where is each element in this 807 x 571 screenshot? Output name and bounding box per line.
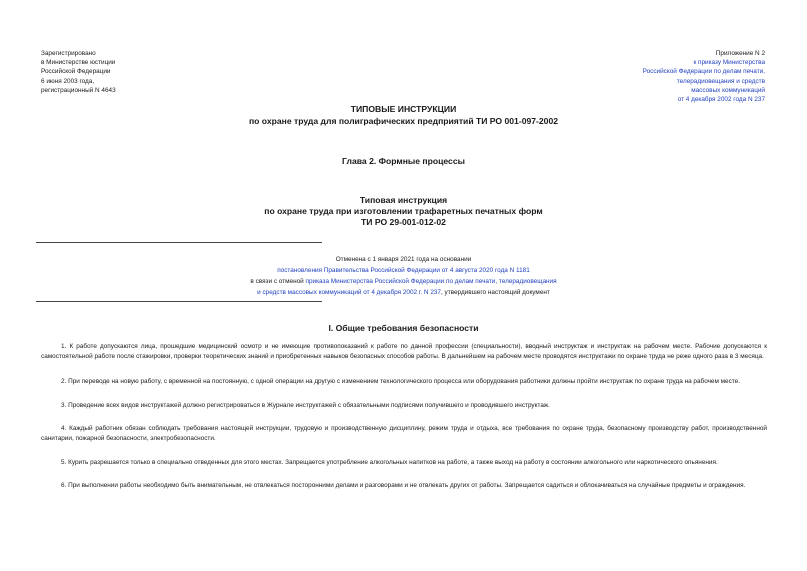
title-line: ТИПОВЫЕ ИНСТРУКЦИИ [350,104,457,114]
cancellation-text: в связи с отменой [250,278,306,285]
appendix-order-link[interactable]: Российской Федерации по делам печати, [642,68,765,76]
cancellation-line [0,276,807,287]
paragraph: 4. Каждый работник обязан соблюдать требования настоящей инструкции, трудовую и производственную дисциплину, режим труда и отдыха, все требования по охране труда, безопасному производству работ, производственной санитарии, пожарной безопасности, электробезопасности. [41,425,767,443]
appendix-number: Приложение N 2 [715,50,765,57]
registration-line: 6 июня 2003 года, [41,77,95,85]
paragraph: 5. Курить разрешается только в специально отведенных для этого местах. Запрещается употребление алкогольных напитков на работе, а также выход на работу в состоянии алкогольного или наркотического опьянения. [61,458,718,466]
divider [36,301,322,302]
cancellation-line: Отменена с 1 января 2021 года на основании [335,256,472,263]
appendix-order-link[interactable]: от 4 декабря 2002 года N 237 [677,96,765,104]
registration-line: Российской Федерации [41,68,111,76]
instruction-title-line: по охране труда при изготовлении трафаретных печатных форм [264,206,543,216]
order-link[interactable]: и средств массовых коммуникаций от 4 декабря 2002 г. N 237 [257,289,441,296]
document-title [0,103,807,127]
cancellation-line [0,287,807,298]
paragraph: 6. При выполнении работы необходимо быть внимательным, не отвлекаться посторонними делами и разговорами и не отвлекать других от работы. Запрещается садиться и облокачиваться на случайные предметы и ограждения. [61,482,746,490]
appendix-order-link[interactable]: массовых коммуникаций [691,86,765,94]
registration-line: в Министерстве юстиции [41,59,116,67]
section-title: I. Общие требования безопасности [328,323,479,333]
paragraph: 1. К работе допускаются лица, прошедшие медицинский осмотр и не имеющие противопоказаний к работе по данной профессии (специальности), вводный инструктаж и инструктаж на рабочем месте. Рабочие допускаются к самостоятельной работе после стажировки, проверки теоретических знаний и приобретенных навыков безопасных способов работы. В дальнейшем на рабочем месте проводятся инструктажи по охране труда не реже одного раза в 3 месяца. [41,343,767,361]
registration-line: Зарегистрировано [41,50,96,57]
divider [36,242,322,243]
registration-block [41,49,116,95]
cancellation-text: , утвердившего настоящий документ [440,289,550,296]
paragraph: 2. При переводе на новую работу, с временной на постоянную, с одной операции на другую с изменением технологического процесса или оборудования работники должны пройти инструктаж по охране труда на рабочем месте. [61,377,740,385]
instruction-code: ТИ РО 29-001-012-02 [361,217,446,227]
chapter-title: Глава 2. Формные процессы [342,156,465,166]
order-link[interactable]: приказа Министерства Российской Федерации по делам печати, телерадиовещания [305,278,557,285]
instruction-title-line: Типовая инструкция [359,195,448,205]
title-line: по охране труда для полиграфических предприятий ТИ РО 001-097-2002 [248,116,559,126]
paragraph-list [41,342,767,491]
instruction-title [0,195,807,228]
government-decree-link[interactable]: постановления Правительства Российской Федерации от 4 августа 2020 года N 1181 [277,267,530,274]
appendix-order-link[interactable]: к приказу Министерства [693,59,765,67]
appendix-block [643,49,765,104]
registration-line: регистрационный N 4643 [41,86,116,94]
paragraph: 3. Проведение всех видов инструктажей должно регистрироваться в Журнале инструктажей с обязательными подписями получившего и проводившего инструктаж. [61,401,550,409]
cancellation-notice [0,254,807,298]
appendix-order-link[interactable]: телерадиовещания и средств [676,77,765,85]
